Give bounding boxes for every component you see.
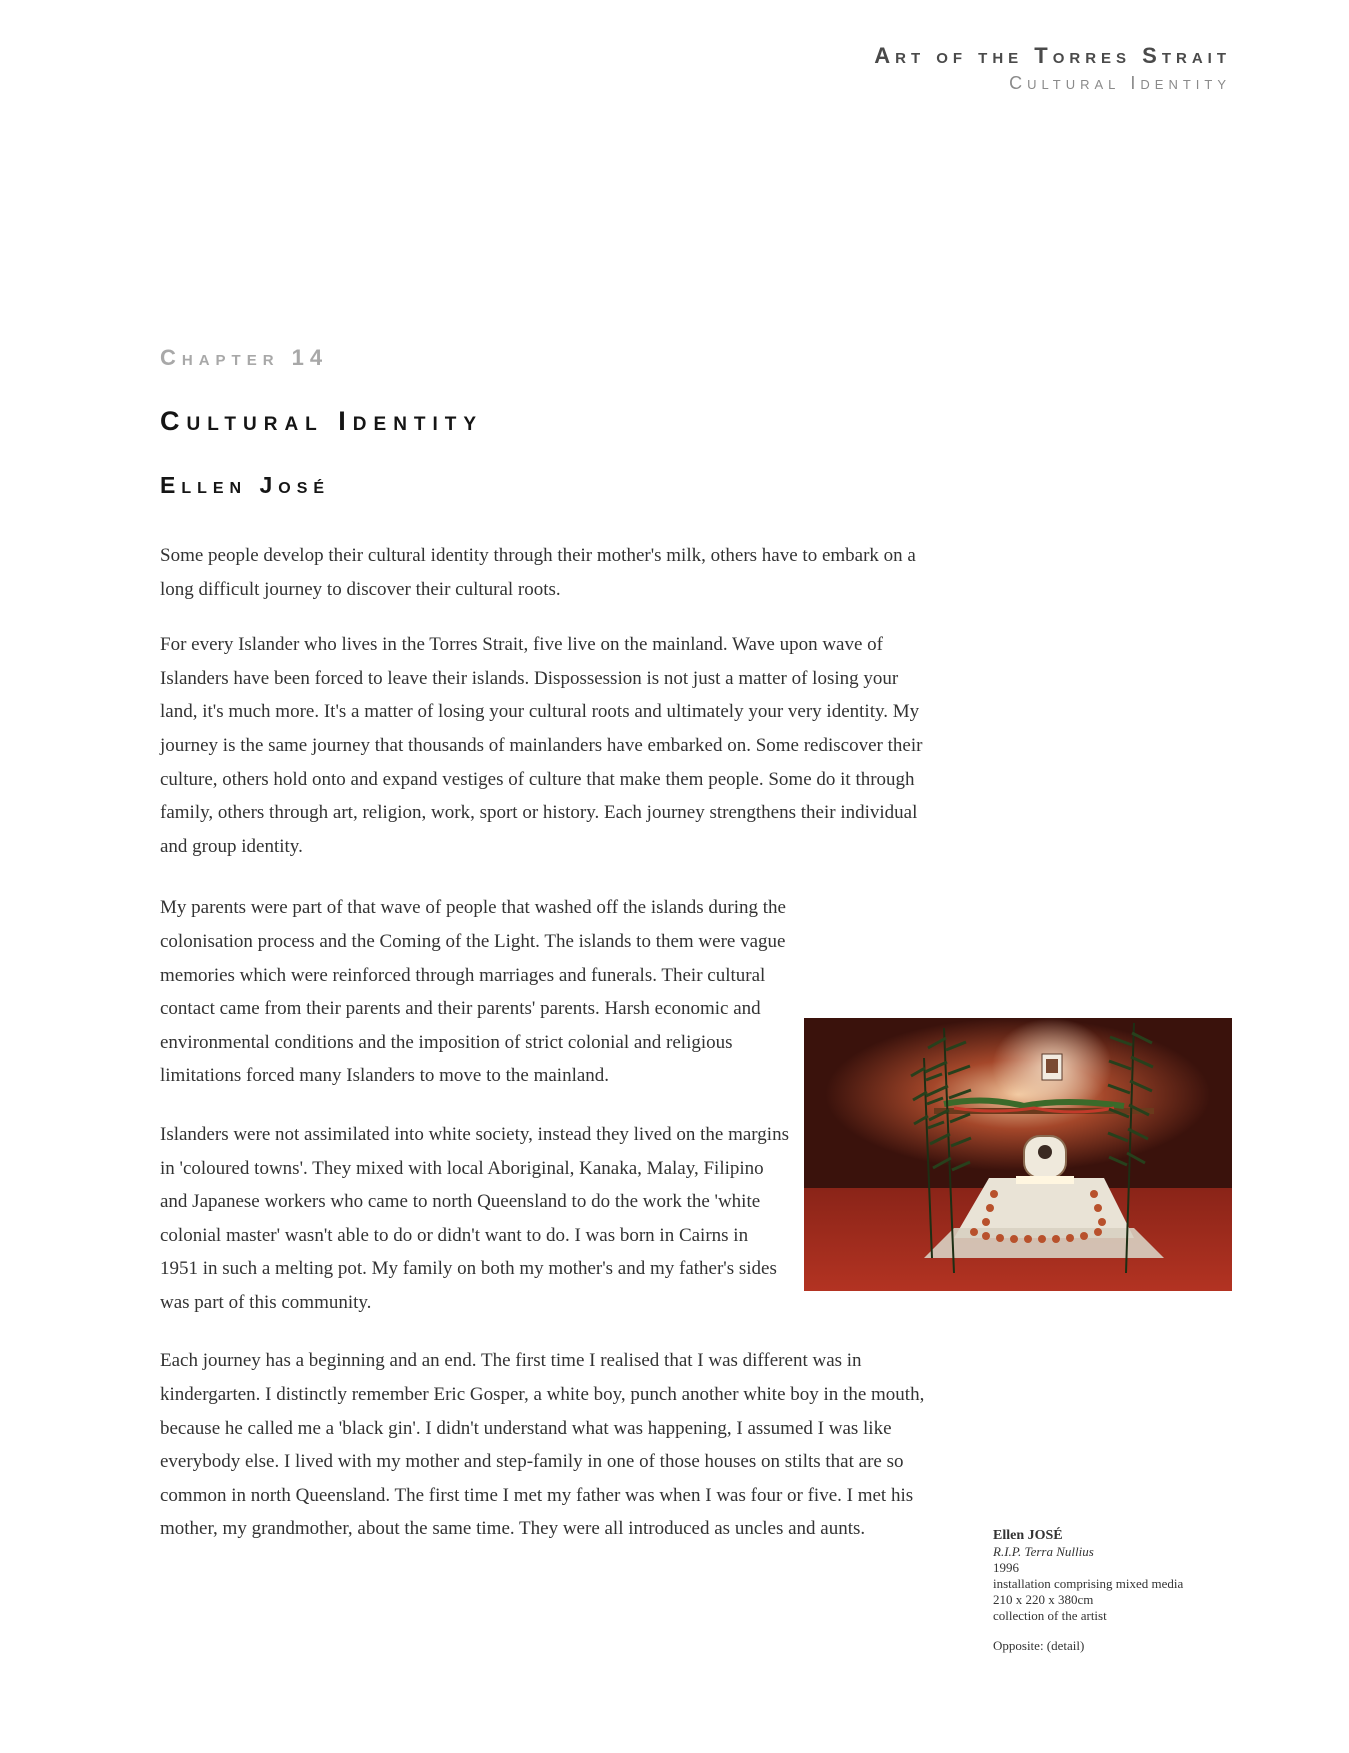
paragraph: Some people develop their cultural identity through their mother's milk, others have to embark on a long difficult journey to discover their cultural roots. xyxy=(160,545,916,600)
caption-dimensions: 210 x 220 x 380cm xyxy=(993,1592,1094,1607)
running-head-book-title: Art of the Torres Strait xyxy=(874,43,1231,68)
photo-caption xyxy=(993,1528,1243,1654)
caption-work-title: R.I.P. Terra Nullius xyxy=(993,1544,1094,1559)
paragraph: Islanders were not assimilated into white society, instead they lived on the margins in 'coloured towns'. They mixed with local Aboriginal, Kanaka, Malay, Filipino and Japanese workers who came to north Queensland to do the work the 'white colonial master' wasn't able to do or didn't want to do. I was born in Cairns in 1951 in such a melting pot. My family on both my mother's and my father's sides was part of this community. xyxy=(160,1123,789,1313)
caption-year: 1996 xyxy=(993,1560,1019,1575)
caption-note: Opposite: (detail) xyxy=(993,1638,1085,1653)
chapter-author: Ellen José xyxy=(160,472,331,498)
running-head xyxy=(874,43,1231,93)
paragraph: My parents were part of that wave of people that washed off the islands during the colonisation process and the Coming of the Light. The islands to them were vague memories which were reinforced through marriages and funerals. Their cultural contact came from their parents and their parents' parents. Harsh economic and environmental conditions and the imposition of strict colonial and religious limitations forced many Islanders to move to the mainland. xyxy=(160,897,786,1087)
paragraph: Each journey has a beginning and an end. The first time I realised that I was different was in kindergarten. I distinctly remember Eric Gosper, a white boy, punch another white boy in the mouth, because he called me a 'black gin'. I didn't understand what was happening, I assumed I was like everybody else. I lived with my mother and step-family in one of those houses on stilts that are so common in north Queensland. The first time I met my father was when I was four or five. I met his mother, my grandmother, about the same time. They were all introduced as uncles and aunts. xyxy=(160,1350,925,1540)
caption-artist: Ellen JOSÉ xyxy=(993,1528,1063,1543)
running-head-section-title: Cultural Identity xyxy=(1009,73,1231,93)
chapter-title: Cultural Identity xyxy=(160,406,484,436)
chapter-label: Chapter 14 xyxy=(160,345,329,370)
installation-photo xyxy=(804,1018,1232,1291)
caption-collection: collection of the artist xyxy=(993,1608,1107,1623)
caption-medium: installation comprising mixed media xyxy=(993,1576,1184,1591)
paragraph: For every Islander who lives in the Torres Strait, five live on the mainland. Wave upon wave of Islanders have been forced to leave their islands. Dispossession is not just a matter of losing your land, it's much more. It's a matter of losing your cultural roots and ultimately your very identity. My journey is the same journey that thousands of mainlanders have embarked on. Some rediscover their culture, others hold onto and expand vestiges of culture that make them people. Some do it through family, others through art, religion, work, sport or history. Each journey strengthens their individual and group identity. xyxy=(160,634,923,857)
